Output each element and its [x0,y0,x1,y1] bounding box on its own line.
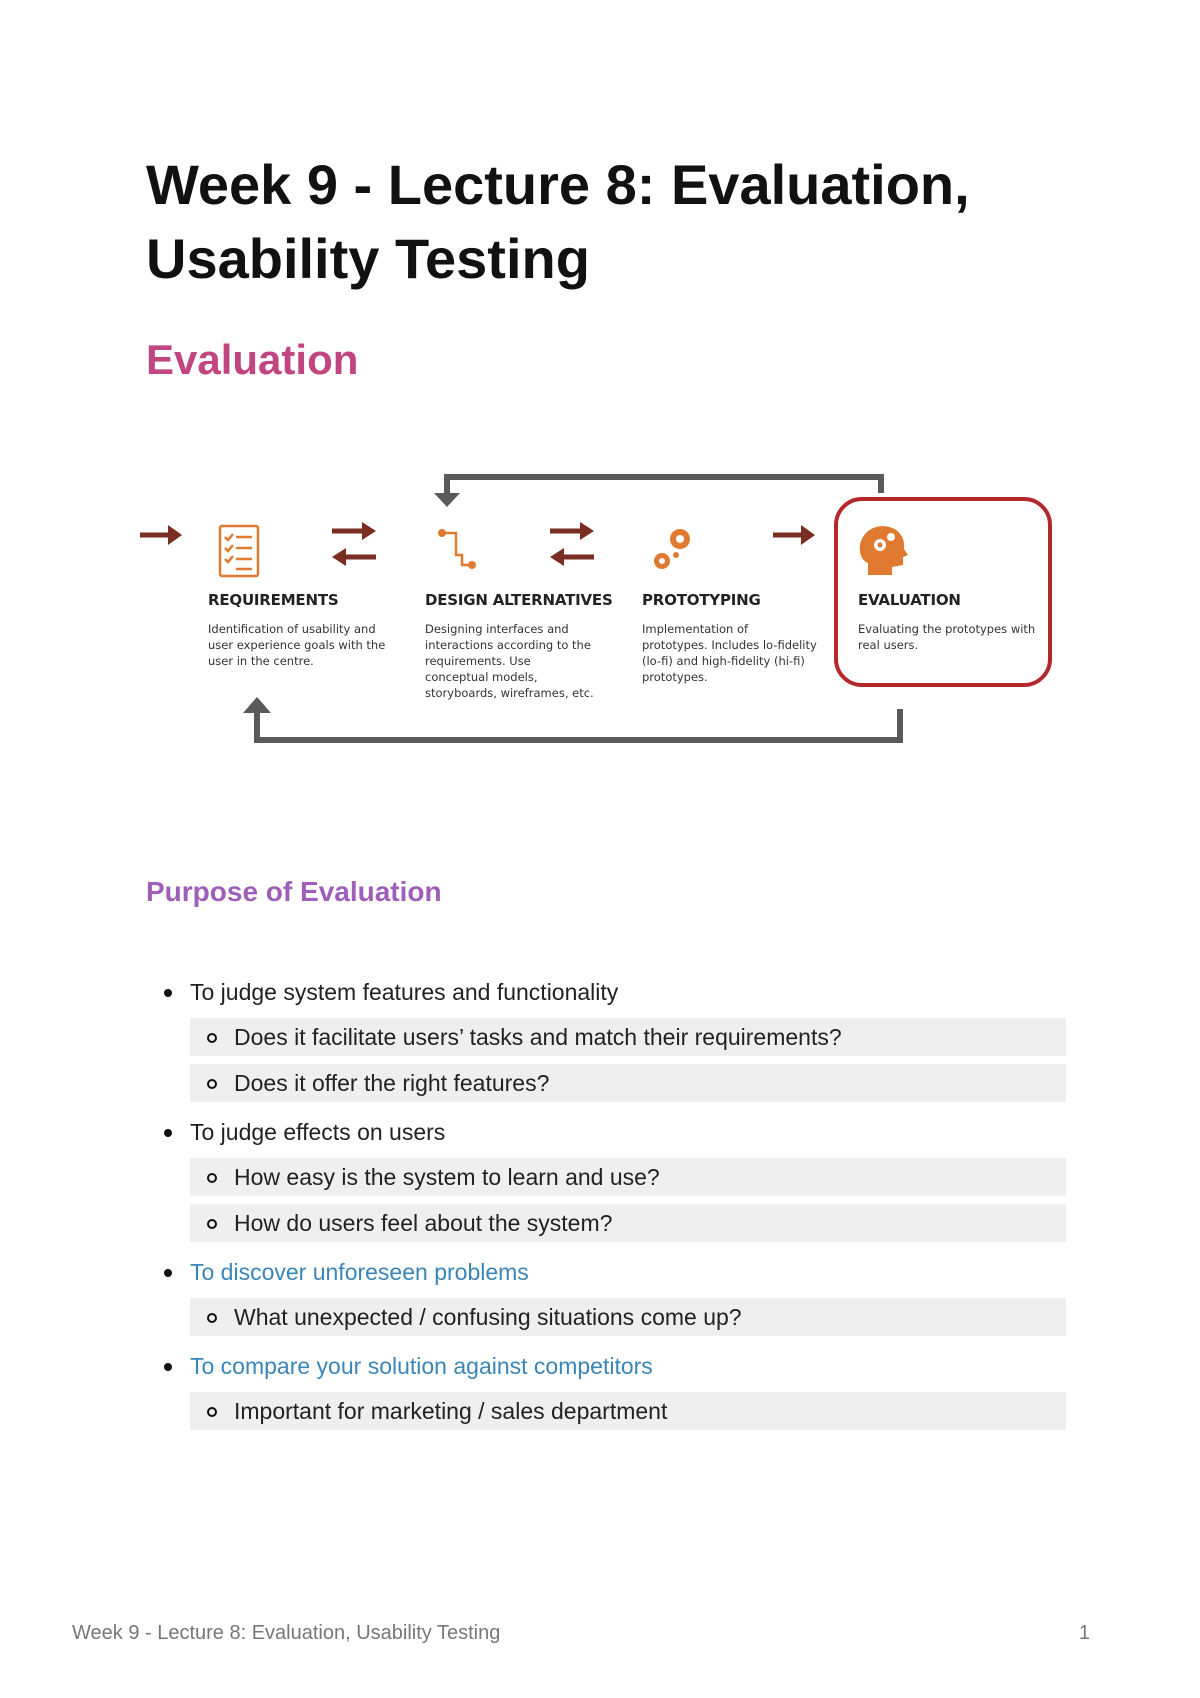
double-arrow-1 [332,522,376,566]
sub-list-item: Important for marketing / sales department [190,1392,1066,1430]
list-item-link[interactable]: To discover unforeseen problems [146,1250,1066,1294]
bottom-loop-arrow [257,709,900,740]
bottom-loop-arrowhead [243,697,271,713]
top-loop-arrowhead [434,493,460,507]
process-flow-graphic [140,455,1080,765]
top-loop-arrow [447,477,881,495]
stage-title-evaluation: EVALUATION [858,591,961,609]
stage-desc-prototyping: Implementation of prototypes. Includes lo-fidelity (lo-fi) and high-fidelity (hi-fi) prototypes. [642,622,817,684]
list-item: To judge system features and functionality [146,970,1066,1014]
sub-list-item: What unexpected / confusing situations come up? [190,1298,1066,1336]
sub-list-item: Does it offer the right features? [190,1064,1066,1102]
flow-path-icon [444,533,470,565]
subsection-heading-purpose: Purpose of Evaluation [146,876,442,907]
footer-title: Week 9 - Lecture 8: Evaluation, Usability Testing [72,1622,501,1644]
checklist-icon [220,526,258,576]
double-arrow-2 [550,522,594,566]
design-process-diagram [140,455,1080,765]
stage-title-requirements: REQUIREMENTS [208,591,339,609]
list-item-link[interactable]: To compare your solution against competitors [146,1344,1066,1388]
head-gears-icon [860,526,908,575]
stage-title-prototyping: PROTOTYPING [642,591,761,609]
arrow-to-evaluation [773,525,815,545]
stage-desc-design-alternatives: Designing interfaces and interactions according to the requirements. Use conceptual models, storyboards, wireframes, etc. [425,622,594,700]
section-heading-evaluation: Evaluation [146,336,359,383]
sub-list-item: How easy is the system to learn and use? [190,1158,1066,1196]
page-title: Week 9 - Lecture 8: Evaluation, Usability Testing [146,153,970,290]
list-item: To judge effects on users [146,1110,1066,1154]
page-number: 1 [1078,1622,1090,1644]
sub-list-item: How do users feel about the system? [190,1204,1066,1242]
entry-arrow [140,525,182,545]
sub-list-item: Does it facilitate users’ tasks and match their requirements? [190,1018,1066,1056]
gears-icon [654,529,690,569]
purpose-list [146,970,1066,1438]
stage-title-design-alternatives: DESIGN ALTERNATIVES [425,591,613,609]
stage-desc-evaluation: Evaluating the prototypes with real users. [858,622,1036,652]
stage-desc-requirements: Identification of usability and user experience goals with the user in the centre. [208,622,386,668]
